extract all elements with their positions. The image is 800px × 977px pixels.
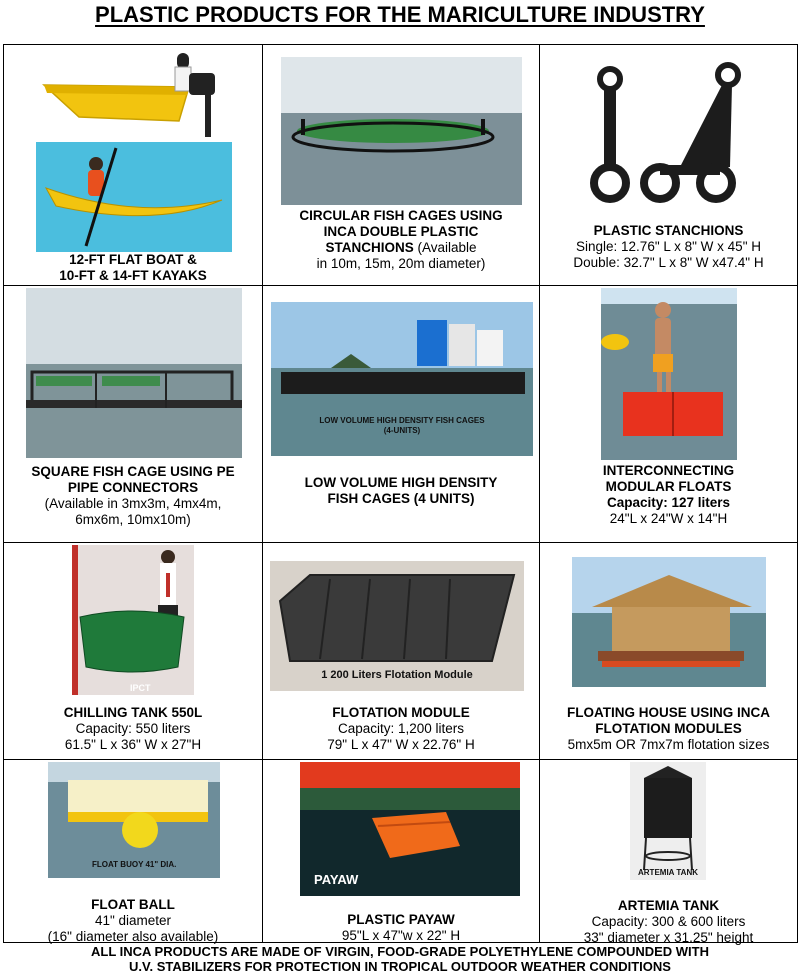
artemia-tank-photo bbox=[630, 762, 706, 880]
lvhd-cages-photo bbox=[271, 302, 533, 456]
product-spec: 24"L x 24"W x 14"H bbox=[609, 511, 728, 526]
product-name: 12-FT FLAT BOAT & bbox=[69, 252, 197, 267]
product-grid bbox=[3, 44, 798, 943]
product-name: FLOTATION MODULE bbox=[332, 705, 470, 720]
photo-label: FLOAT BUOY 41" DIA. bbox=[92, 860, 177, 869]
product-capacity: Capacity: 127 liters bbox=[606, 495, 731, 510]
float-ball-photo bbox=[48, 762, 220, 878]
product-cell-float-ball bbox=[4, 760, 263, 943]
floating-house-photo bbox=[572, 557, 766, 687]
photo-label: LOW VOLUME HIGH DENSITY FISH CAGES (4-UNITS) bbox=[319, 416, 485, 435]
product-spec: Double: 32.7" L x 8" W x47.4" H bbox=[573, 255, 764, 270]
modular-floats-photo bbox=[601, 288, 737, 460]
product-name: CIRCULAR FISH CAGES USING bbox=[299, 208, 503, 223]
photo-label: PAYAW bbox=[314, 872, 359, 887]
product-name: PIPE CONNECTORS bbox=[67, 480, 199, 495]
product-spec: (Available in 3mx3m, 4mx4m, bbox=[44, 496, 222, 511]
product-spec: 61.5" L x 36" W x 27"H bbox=[64, 737, 202, 752]
product-name: MODULAR FLOATS bbox=[605, 479, 732, 494]
product-cell-chilling-tank bbox=[4, 543, 263, 760]
product-name: CHILLING TANK 550L bbox=[63, 705, 203, 720]
product-spec: Capacity: 1,200 liters bbox=[337, 721, 465, 736]
photo-label: IPCT bbox=[130, 683, 151, 693]
product-name: PLASTIC STANCHIONS bbox=[593, 223, 744, 238]
footer-note: ALL INCA PRODUCTS ARE MADE OF VIRGIN, FOOD-GRADE POLYETHYLENE COMPOUNDED WITH U.V. STABILIZERS FOR PROTECTION IN TROPICAL OUTDOOR WEATHER CONDITIONS bbox=[90, 944, 709, 974]
product-name: INCA DOUBLE PLASTIC bbox=[323, 224, 479, 239]
product-name: FLOAT BALL bbox=[91, 897, 175, 912]
product-spec: 79" L x 47" W x 22.76" H bbox=[327, 737, 475, 752]
product-spec: 6mx6m, 10mx10m) bbox=[75, 512, 191, 527]
product-cell-boats bbox=[4, 45, 263, 286]
product-cell-stanchions bbox=[540, 45, 798, 286]
product-spec: 41" diameter bbox=[94, 913, 172, 928]
product-spec: 5mx5m OR 7mx7m flotation sizes bbox=[567, 737, 770, 752]
product-spec: 33" diameter x 31.25" height bbox=[583, 930, 754, 945]
product-cell-lvhd-cages bbox=[263, 286, 540, 543]
circular-cage-photo bbox=[281, 57, 522, 205]
payaw-photo bbox=[300, 762, 520, 896]
product-cell-flotation-module bbox=[263, 543, 540, 760]
product-cell-floating-house bbox=[540, 543, 798, 760]
product-name: SQUARE FISH CAGE USING PE bbox=[31, 464, 235, 479]
photo-label: ARTEMIA TANK bbox=[638, 868, 698, 877]
product-note: (Available bbox=[417, 240, 477, 255]
photo-label: 1 200 Liters Flotation Module bbox=[321, 669, 473, 681]
stanchions-photo bbox=[580, 57, 756, 205]
kayak-photo bbox=[36, 142, 232, 252]
product-cell-artemia-tank bbox=[540, 760, 798, 943]
product-spec: Capacity: 300 & 600 liters bbox=[591, 914, 746, 929]
page-title: PLASTIC PRODUCTS FOR THE MARICULTURE INDUSTRY bbox=[95, 2, 705, 27]
product-cell-payaw bbox=[263, 760, 540, 943]
product-spec: (16" diameter also available) bbox=[47, 929, 219, 944]
product-name: 10-FT & 14-FT KAYAKS bbox=[59, 268, 207, 283]
square-cage-photo bbox=[26, 288, 242, 458]
product-name: LOW VOLUME HIGH DENSITY bbox=[304, 475, 498, 490]
product-note: in 10m, 15m, 20m diameter) bbox=[316, 256, 486, 271]
product-spec: Capacity: 550 liters bbox=[75, 721, 191, 736]
product-name: FLOTATION MODULES bbox=[595, 721, 742, 736]
flotation-module-photo bbox=[270, 561, 524, 691]
chilling-tank-photo bbox=[72, 545, 194, 695]
product-spec: Single: 12.76" L x 8" W x 45" H bbox=[576, 239, 761, 254]
product-name: INTERCONNECTING bbox=[602, 463, 735, 478]
product-name: PLASTIC PAYAW bbox=[347, 912, 455, 927]
product-name: ARTEMIA TANK bbox=[617, 898, 720, 913]
product-name: FISH CAGES (4 UNITS) bbox=[327, 491, 475, 506]
product-cell-square-cage bbox=[4, 286, 263, 543]
product-name: FLOATING HOUSE USING INCA bbox=[566, 705, 770, 720]
product-spec: 95"L x 47"w x 22" H bbox=[341, 928, 461, 943]
flat-boat-photo bbox=[39, 47, 229, 143]
product-cell-circular-cages bbox=[263, 45, 540, 286]
product-cell-modular-floats bbox=[540, 286, 798, 543]
product-name: STANCHIONS bbox=[325, 240, 414, 255]
